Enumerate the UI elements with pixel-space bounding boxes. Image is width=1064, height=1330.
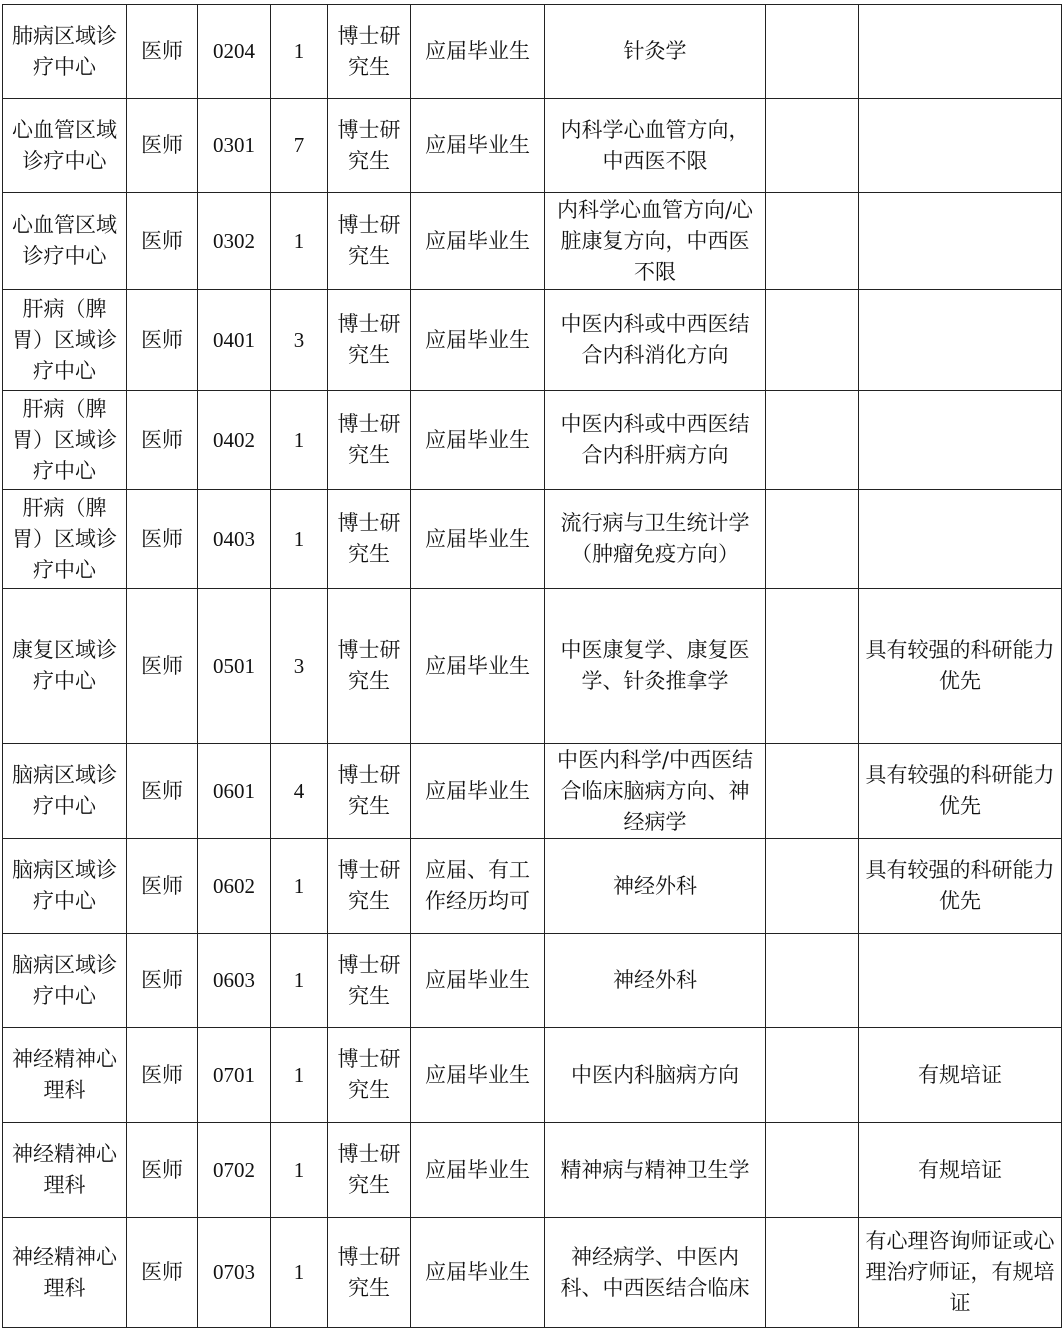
degree-cell: 博士研究生 [328,1028,411,1123]
table-row [3,589,1062,744]
note-cell [859,290,1062,391]
major-cell: 神经外科 [545,934,766,1028]
degree-cell: 博士研究生 [328,193,411,290]
candidate-status-cell: 应届毕业生 [411,1123,545,1218]
department-cell: 康复区域诊疗中心 [3,589,127,744]
position-cell: 医师 [127,99,198,193]
headcount-cell: 7 [271,99,328,193]
job-code-cell: 0402 [198,391,271,490]
major-cell: 神经外科 [545,839,766,934]
department-cell: 心血管区域诊疗中心 [3,99,127,193]
major-cell: 中医康复学、康复医学、针灸推拿学 [545,589,766,744]
note-cell: 有规培证 [859,1123,1062,1218]
note-cell [859,193,1062,290]
degree-cell: 博士研究生 [328,490,411,589]
job-code-cell: 0204 [198,5,271,99]
degree-cell: 博士研究生 [328,1123,411,1218]
table-row [3,490,1062,589]
other-requirement-cell [766,1028,859,1123]
other-requirement-cell [766,193,859,290]
candidate-status-cell: 应届毕业生 [411,99,545,193]
position-cell: 医师 [127,1028,198,1123]
department-cell: 脑病区域诊疗中心 [3,934,127,1028]
candidate-status-cell: 应届毕业生 [411,744,545,839]
degree-cell: 博士研究生 [328,934,411,1028]
table-row [3,391,1062,490]
major-cell: 内科学心血管方向/心脏康复方向，中西医不限 [545,193,766,290]
major-cell: 中医内科或中西医结合内科消化方向 [545,290,766,391]
job-code-cell: 0501 [198,589,271,744]
position-cell: 医师 [127,839,198,934]
degree-cell: 博士研究生 [328,839,411,934]
note-cell: 有心理咨询师证或心理治疗师证，有规培证 [859,1218,1062,1328]
job-code-cell: 0601 [198,744,271,839]
job-code-cell: 0602 [198,839,271,934]
position-cell: 医师 [127,744,198,839]
candidate-status-cell: 应届毕业生 [411,290,545,391]
job-code-cell: 0702 [198,1123,271,1218]
other-requirement-cell [766,589,859,744]
headcount-cell: 1 [271,934,328,1028]
position-cell: 医师 [127,589,198,744]
table-row [3,99,1062,193]
headcount-cell: 1 [271,839,328,934]
degree-cell: 博士研究生 [328,744,411,839]
job-code-cell: 0301 [198,99,271,193]
other-requirement-cell [766,290,859,391]
job-code-cell: 0401 [198,290,271,391]
department-cell: 肺病区域诊疗中心 [3,5,127,99]
department-cell: 脑病区域诊疗中心 [3,744,127,839]
candidate-status-cell: 应届毕业生 [411,589,545,744]
position-cell: 医师 [127,290,198,391]
major-cell: 精神病与精神卫生学 [545,1123,766,1218]
job-code-cell: 0701 [198,1028,271,1123]
position-cell: 医师 [127,1123,198,1218]
position-cell: 医师 [127,934,198,1028]
major-cell: 流行病与卫生统计学（肿瘤免疫方向） [545,490,766,589]
job-code-cell: 0603 [198,934,271,1028]
department-cell: 肝病（脾胃）区域诊疗中心 [3,490,127,589]
major-cell: 中医内科或中西医结合内科肝病方向 [545,391,766,490]
table-row [3,1028,1062,1123]
department-cell: 神经精神心理科 [3,1028,127,1123]
degree-cell: 博士研究生 [328,5,411,99]
department-cell: 神经精神心理科 [3,1123,127,1218]
major-cell: 针灸学 [545,5,766,99]
headcount-cell: 1 [271,193,328,290]
candidate-status-cell: 应届毕业生 [411,934,545,1028]
department-cell: 心血管区域诊疗中心 [3,193,127,290]
major-cell: 神经病学、中医内科、中西医结合临床 [545,1218,766,1328]
degree-cell: 博士研究生 [328,589,411,744]
position-cell: 医师 [127,5,198,99]
headcount-cell: 3 [271,290,328,391]
headcount-cell: 1 [271,5,328,99]
department-cell: 脑病区域诊疗中心 [3,839,127,934]
table-row [3,839,1062,934]
headcount-cell: 1 [271,1123,328,1218]
note-cell: 具有较强的科研能力优先 [859,744,1062,839]
other-requirement-cell [766,391,859,490]
headcount-cell: 4 [271,744,328,839]
other-requirement-cell [766,934,859,1028]
candidate-status-cell: 应届毕业生 [411,193,545,290]
candidate-status-cell: 应届毕业生 [411,490,545,589]
other-requirement-cell [766,490,859,589]
department-cell: 肝病（脾胃）区域诊疗中心 [3,391,127,490]
headcount-cell: 1 [271,1218,328,1328]
degree-cell: 博士研究生 [328,391,411,490]
headcount-cell: 3 [271,589,328,744]
degree-cell: 博士研究生 [328,1218,411,1328]
note-cell [859,934,1062,1028]
position-cell: 医师 [127,193,198,290]
table-row [3,290,1062,391]
other-requirement-cell [766,1218,859,1328]
other-requirement-cell [766,839,859,934]
major-cell: 中医内科脑病方向 [545,1028,766,1123]
table-row [3,934,1062,1028]
candidate-status-cell: 应届、有工作经历均可 [411,839,545,934]
candidate-status-cell: 应届毕业生 [411,5,545,99]
table-row [3,193,1062,290]
table-row [3,1218,1062,1328]
headcount-cell: 1 [271,391,328,490]
note-cell: 具有较强的科研能力优先 [859,839,1062,934]
other-requirement-cell [766,99,859,193]
table-body [3,5,1062,1328]
position-cell: 医师 [127,1218,198,1328]
note-cell [859,99,1062,193]
department-cell: 神经精神心理科 [3,1218,127,1328]
job-code-cell: 0703 [198,1218,271,1328]
degree-cell: 博士研究生 [328,99,411,193]
position-cell: 医师 [127,391,198,490]
headcount-cell: 1 [271,490,328,589]
note-cell: 具有较强的科研能力优先 [859,589,1062,744]
other-requirement-cell [766,744,859,839]
table-row [3,5,1062,99]
position-cell: 医师 [127,490,198,589]
job-code-cell: 0302 [198,193,271,290]
table-row [3,1123,1062,1218]
note-cell [859,5,1062,99]
candidate-status-cell: 应届毕业生 [411,1028,545,1123]
department-cell: 肝病（脾胃）区域诊疗中心 [3,290,127,391]
recruitment-table [2,4,1062,1328]
table-row [3,744,1062,839]
major-cell: 内科学心血管方向，中西医不限 [545,99,766,193]
candidate-status-cell: 应届毕业生 [411,391,545,490]
other-requirement-cell [766,5,859,99]
note-cell [859,490,1062,589]
candidate-status-cell: 应届毕业生 [411,1218,545,1328]
note-cell: 有规培证 [859,1028,1062,1123]
headcount-cell: 1 [271,1028,328,1123]
other-requirement-cell [766,1123,859,1218]
note-cell [859,391,1062,490]
job-code-cell: 0403 [198,490,271,589]
degree-cell: 博士研究生 [328,290,411,391]
major-cell: 中医内科学/中西医结合临床脑病方向、神经病学 [545,744,766,839]
